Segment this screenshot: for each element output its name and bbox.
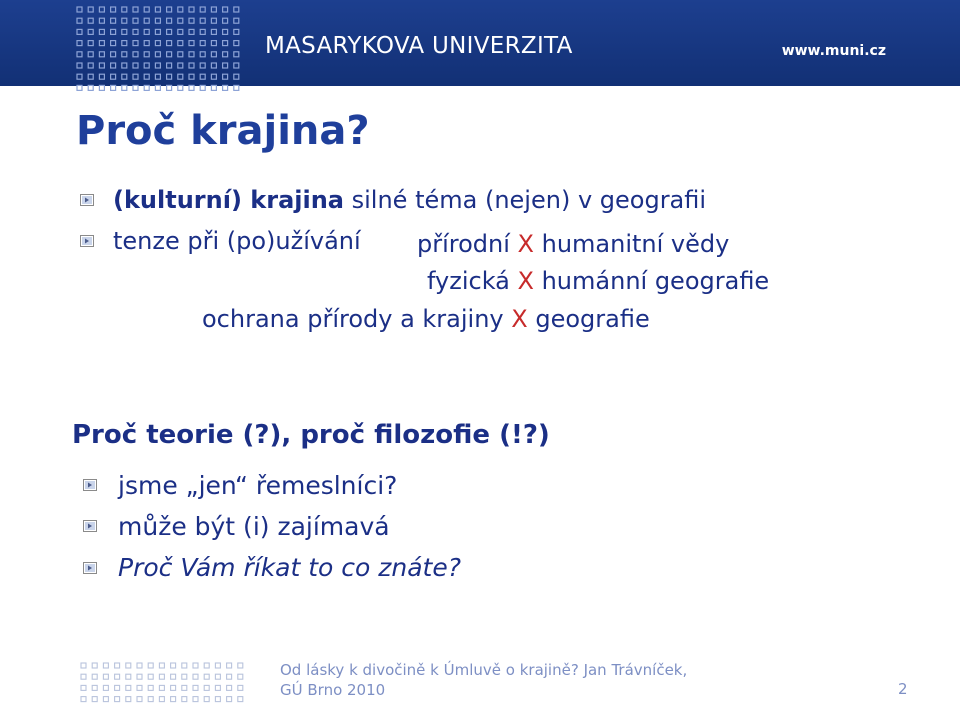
opposition-1-left: přírodní [417, 230, 518, 258]
opposition-3 [202, 305, 650, 333]
opposition-2-right: humánní geografie [533, 267, 770, 295]
opposition-3-left: ochrana přírody a krajiny [202, 305, 512, 333]
university-name: MASARYKOVA UNIVERZITA [265, 33, 573, 59]
footer-text [280, 660, 687, 700]
sub-bullet-1: jsme „jen“ řemeslníci? [118, 471, 398, 500]
university-url: www.muni.cz [781, 43, 886, 59]
opposition-2 [427, 267, 769, 295]
opposition-1-x: X [517, 230, 534, 258]
footer-line-2: GÚ Brno 2010 [280, 681, 386, 699]
bullet-1-bold: (kulturní) krajina [113, 186, 344, 214]
bullet-line-2: tenze při (po)užívání [113, 227, 361, 255]
arrow-bullet-icon [80, 235, 94, 247]
arrow-bullet-icon [80, 194, 94, 206]
sub-bullet-2: může být (i) zajímavá [118, 512, 390, 541]
opposition-2-x: X [517, 267, 534, 295]
square-dot-grid-icon [80, 662, 260, 712]
opposition-2-left: fyzická [427, 267, 518, 295]
footer-line-1: Od lásky k divočině k Úmluvě o krajině? Jan Trávníček, [280, 661, 688, 679]
opposition-3-right: geografie [527, 305, 650, 333]
header-bar [0, 0, 960, 86]
opposition-3-x: X [511, 305, 528, 333]
arrow-bullet-icon [83, 520, 97, 532]
sub-bullet-3: Proč Vám říkat to co znáte? [118, 553, 462, 582]
slide-title: Proč krajina? [76, 108, 370, 154]
bullet-line-1 [113, 186, 706, 214]
arrow-bullet-icon [83, 479, 97, 491]
bullet-1-rest: silné téma (nejen) v geografii [344, 186, 707, 214]
opposition-1-right: humanitní vědy [534, 230, 730, 258]
arrow-bullet-icon [83, 562, 97, 574]
page-number: 2 [898, 680, 908, 698]
opposition-1 [417, 230, 729, 258]
subheading: Proč teorie (?), proč filozofie (!?) [72, 420, 550, 450]
square-dot-grid-icon [76, 6, 256, 106]
